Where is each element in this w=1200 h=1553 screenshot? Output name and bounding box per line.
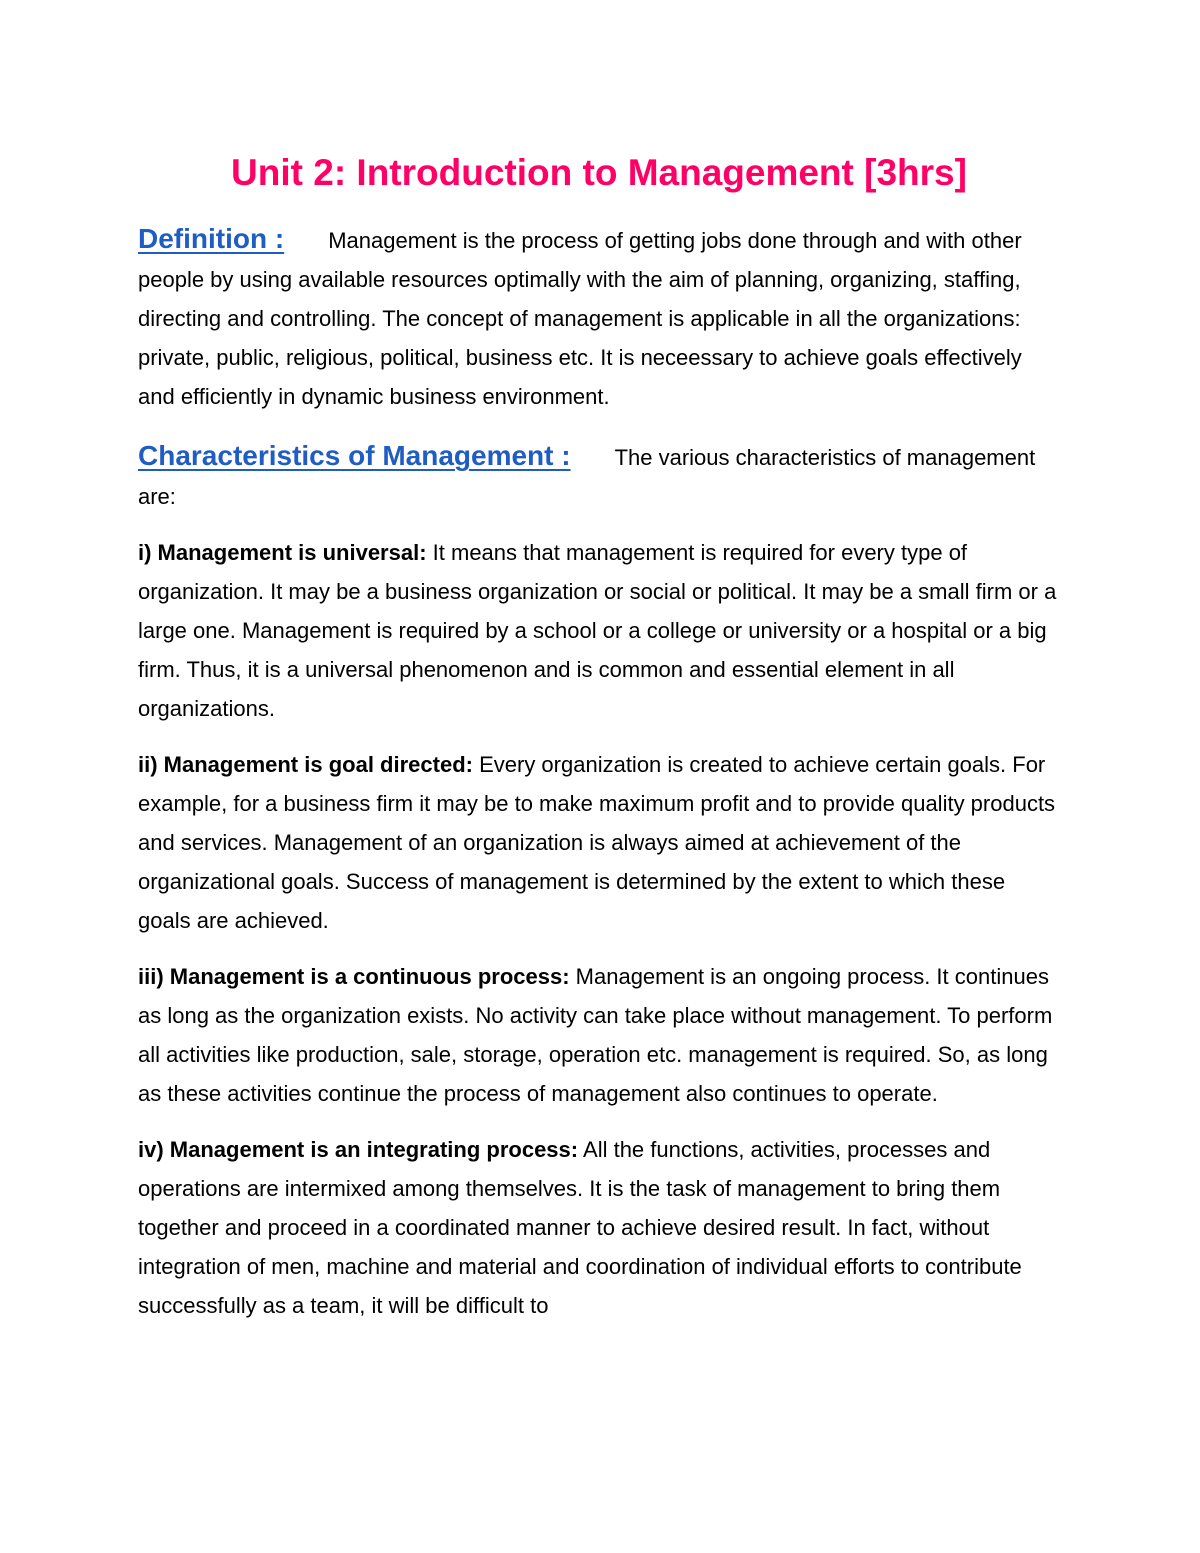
- definition-paragraph: [138, 219, 1060, 416]
- characteristics-intro-text: The various characteristics of management are:: [138, 445, 1036, 509]
- characteristic-label: iv) Management is an integrating process:: [138, 1137, 579, 1162]
- characteristic-label: i) Management is universal:: [138, 540, 427, 565]
- definition-text: Management is the process of getting jobs done through and with other people by using available resources optimally with the aim of planning, organizing, staffing, directing and controlling. The concept of management is applicable in all the organizations: private, public, religious, political, business etc. It is neceessary to achieve goals effectively and efficiently in dynamic business environment.: [138, 228, 1022, 409]
- characteristic-item-universal: [138, 533, 1060, 728]
- page-title: Unit 2: Introduction to Management [3hrs]: [231, 152, 967, 193]
- characteristic-text: All the functions, activities, processes and operations are intermixed among themselves. It is the task of management to bring them together and proceed in a coordinated manner to achieve desired result. In fact, without integration of men, machine and material and coordination of individual efforts to contribute successfully as a team, it will be difficult to: [138, 1137, 1022, 1318]
- characteristic-text: It means that management is required for every type of organization. It may be a business organization or social or political. It may be a small firm or a large one. Management is required by a school or a college or university or a hospital or a big firm. Thus, it is a universal phenomenon and is common and essential element in all organizations.: [138, 540, 1057, 721]
- characteristic-item-continuous-process: [138, 957, 1060, 1113]
- characteristic-text: Every organization is created to achieve certain goals. For example, for a business firm it may be to make maximum profit and to provide quality products and services. Management of an organization is always aimed at achievement of the organizational goals. Success of management is determined by the extent to which these goals are achieved.: [138, 752, 1056, 933]
- characteristic-label: iii) Management is a continuous process:: [138, 964, 570, 989]
- characteristic-item-integrating-process: [138, 1130, 1060, 1325]
- characteristics-intro-paragraph: [138, 436, 1060, 516]
- characteristic-item-goal-directed: [138, 745, 1060, 940]
- characteristics-heading: Characteristics of Management :: [138, 440, 571, 471]
- characteristic-text: Management is an ongoing process. It continues as long as the organization exists. No activity can take place without management. To perform all activities like production, sale, storage, operation etc. management is required. So, as long as these activities continue the process of management also continues to operate.: [138, 964, 1053, 1106]
- definition-heading: Definition :: [138, 223, 285, 254]
- characteristic-label: ii) Management is goal directed:: [138, 752, 473, 777]
